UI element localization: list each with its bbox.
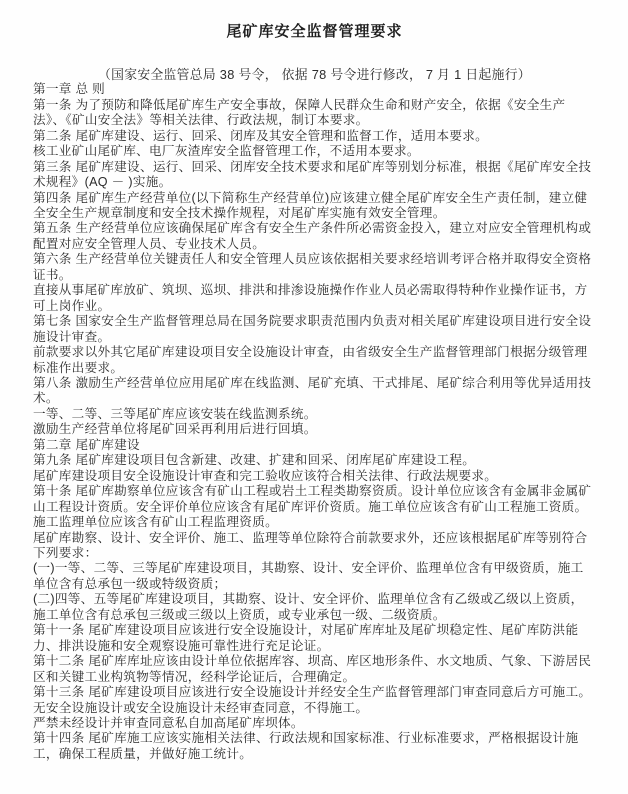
paragraph: 尾矿库勘察、设计、安全评价、施工、监理等单位除符合前款要求外，还应该根据尾矿库等别符合下列要求： <box>33 530 588 560</box>
chapter-heading: 第一章 总 则 <box>33 82 106 97</box>
paragraph: 第十四条 尾矿库施工应该实施相关法律、行政法规和国家标准、行业标准要求，严格根据设计施工，确保工程质量，并做好施工统计。 <box>33 731 579 761</box>
chapter-heading: 第二章 尾矿库建设 <box>33 437 140 452</box>
paragraph: 第三条 尾矿库建设、运行、回采、闭库安全技术要求和尾矿库等别划分标准，根据《尾矿库安全技术规程》(AQ － )实施。 <box>33 159 592 190</box>
paragraph: 直接从事尾矿库放矿、筑坝、巡坝、排洪和排渗设施操作作业人员必需取得特种作业操作证书，方可上岗作业。 <box>33 283 588 313</box>
paragraph: 一等、二等、三等尾矿库应该安装在线监测系统。 <box>33 406 317 421</box>
paragraph: 核工业矿山尾矿库、电厂灰渣库安全监督管理工作，不适用本要求。 <box>33 144 420 159</box>
paragraph: 第十条 尾矿库勘察单位应该含有矿山工程或岩土工程类勘察资质。设计单位应该含有金属非金属矿山工程设计资质。安全评价单位应该含有尾矿库评价资质。施工单位应该含有矿山工程施工资质。施工监理单位应该含有矿山工程监理资质。 <box>33 484 592 530</box>
paragraph: 无安全设施设计或安全设施设计未经审查同意，不得施工。 <box>33 700 369 715</box>
paragraph: 前款要求以外其它尾矿库建设项目安全设施设计审查，由省级安全生产监督管理部门根据分级管理标准作出要求。 <box>33 345 588 375</box>
paragraph: 严禁未经设计并审查同意私自加高尾矿库坝体。 <box>33 715 304 730</box>
paragraph: 第九条 尾矿库建设项目包含新建、改建、扩建和回采、闭库尾矿库建设工程。 <box>33 453 476 468</box>
paragraph: 激励生产经营单位将尾矿回采再利用后进行回填。 <box>33 422 317 437</box>
document-subtitle: （国家安全监管总局 38 号令， 依据 78 号令进行修改， 7 月 1 日起施行） <box>98 67 531 82</box>
paragraph: 第四条 尾矿库生产经营单位(以下简称生产经营单位)应该建立健全尾矿库安全生产责任制，建立健全安全生产规章制度和安全技术操作规程，对尾矿库实施有效安全管理。 <box>33 190 588 221</box>
document-title: 尾矿库安全监督管理要求 <box>226 23 403 40</box>
paragraph: 第二条 尾矿库建设、运行、回采、闭库及其安全管理和监督工作，适用本要求。 <box>33 128 489 143</box>
paragraph: 第六条 生产经营单位关键责任人和安全管理人员应该依据相关要求经培训考评合格并取得安全资格证书。 <box>33 252 592 282</box>
paragraph: 第七条 国家安全生产监督管理总局在国务院要求职责范围内负责对相关尾矿库建设项目进行安全设施设计审查。 <box>33 314 592 344</box>
paragraph: (二)四等、五等尾矿库建设项目，其勘察、设计、安全评价、监理单位含有乙级或乙级以上资质，施工单位含有总承包三级或三级以上资质，或专业承包一级、二级资质。 <box>33 592 584 622</box>
paragraph: 第五条 生产经营单位应该确保尾矿库含有安全生产条件所必需资金投入，建立对应安全管理机构或配置对应安全管理人员、专业技术人员。 <box>33 221 592 251</box>
paragraph: 第十一条 尾矿库建设项目应该进行安全设施设计，对尾矿库库址及尾矿坝稳定性、尾矿库防洪能力、排洪设施和安全观察设施可靠性进行充足论证。 <box>33 623 579 653</box>
paragraph: 第十二条 尾矿库库址应该由设计单位依据库容、坝高、库区地形条件、水文地质、气象、下游居民区和关键工业构筑物等情况，经科学论证后，合理确定。 <box>33 654 592 684</box>
paragraph: 第八条 激励生产经营单位应用尾矿库在线监测、尾矿充填、干式排尾、尾矿综合利用等优异适用技术。 <box>33 376 592 406</box>
document-body <box>33 82 596 762</box>
paragraph: 第十三条 尾矿库建设项目应该进行安全设施设计并经安全生产监督管理部门审查同意后方可施工。 <box>33 685 592 700</box>
paragraph: 第一条 为了预防和降低尾矿库生产安全事故，保障人民群众生命和财产安全，依据《安全生产法》、《矿山安全法》等相关法律、行政法规，制订本要求。 <box>33 97 566 128</box>
paragraph: 尾矿库建设项目安全设施设计审查和完工验收应该符合相关法律、行政法规要求。 <box>33 468 498 483</box>
paragraph: (一)一等、二等、三等尾矿库建设项目，其勘察、设计、安全评价、监理单位含有甲级资质，施工单位含有总承包一级或特级资质； <box>33 561 584 591</box>
